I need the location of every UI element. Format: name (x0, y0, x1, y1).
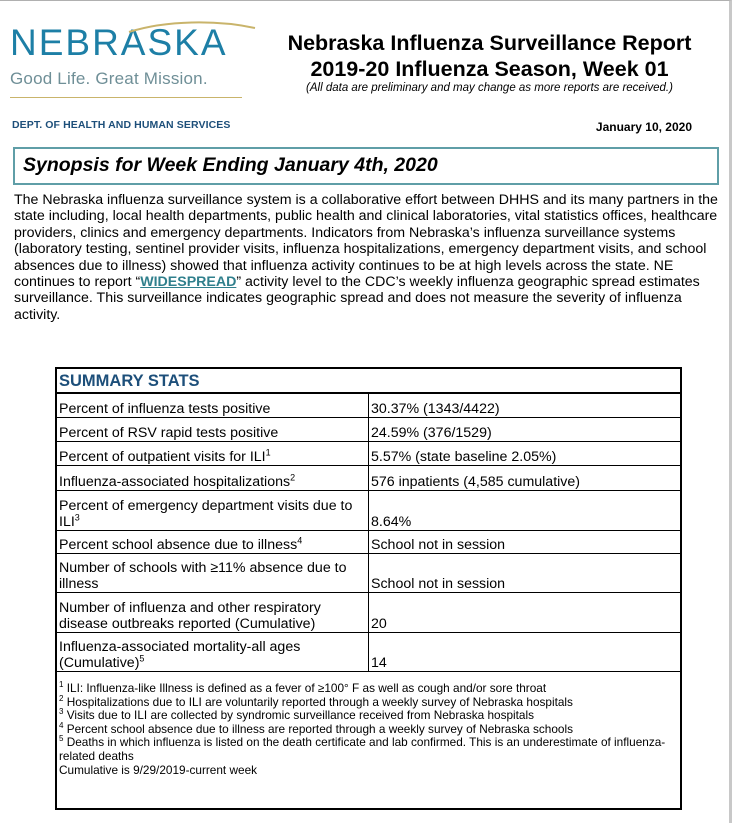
footnote-text: Percent school absence due to illness are reported through a weekly survey of Nebraska schools (63, 721, 573, 736)
footnote-text: ILI: Influenza-like Illness is defined as a fever of ≥100° F as well as cough and/or sore throat (63, 681, 547, 695)
report-title-line1: Nebraska Influenza Surveillance Report (287, 31, 692, 55)
row-label (57, 394, 369, 417)
row-value: School not in session (369, 553, 681, 592)
synopsis-text-part2: ” activity level to the CDC’s weekly influenza geographic spread estimates surveillance. This surveillance indicates geographic spread and does not measure the severity of influenza activity. (14, 274, 700, 323)
logo-wordmark-text: NEBRASKA (10, 22, 228, 63)
logo-wordmark (10, 24, 260, 61)
summary-stats-heading: SUMMARY STATS (59, 372, 200, 390)
row-label (57, 553, 369, 592)
table-row (57, 530, 680, 553)
table-row (57, 553, 680, 592)
report-title (262, 30, 717, 82)
nebraska-dhhs-logo (10, 24, 260, 98)
row-label-text: Percent school absence due to illness (59, 536, 298, 553)
footnote-text: Deaths in which influenza is listed on the death certificate and lab confirmed. This is an underestimate of influenza-related deaths (59, 735, 666, 763)
row-value: 576 inpatients (4,585 cumulative) (369, 465, 681, 490)
synopsis-heading: Synopsis for Week Ending January 4th, 2020 (23, 154, 438, 176)
report-title-line2: 2019-20 Influenza Season, Week 01 (310, 57, 669, 81)
row-label (57, 632, 369, 671)
footnote-number: 1 (59, 680, 64, 690)
footnote-ref: 4 (297, 534, 303, 545)
row-label-text: Influenza-associated mortality-all ages (Cumulative) (59, 638, 301, 671)
row-label (57, 592, 369, 632)
table-row (57, 632, 680, 671)
row-label-text: Percent of emergency department visits due to ILI (59, 497, 353, 530)
report-date: January 10, 2020 (595, 120, 692, 134)
row-value: 30.37% (1343/4422) (369, 394, 681, 417)
row-value: 20 (369, 592, 681, 632)
footnote-number: 2 (59, 693, 64, 703)
row-value: 14 (369, 632, 681, 671)
footnote (59, 682, 674, 696)
table-row (57, 490, 680, 530)
synopsis-text-part1: The Nebraska influenza surveillance system is a collaborative effort between DHHS and its many partners in the state including, local health departments, public health and clinical laboratories, vital statistics offices, healthcare providers, clinics and emergency departments. Indicators from Nebraska’s influenza surveillance systems (laboratory testing, sentinel provider visits, influenza hospitalizations, emergency department visits, and school absences due to illness) showed that influenza activity continues to be at high levels across the state. NE continues to report “ (14, 192, 718, 291)
row-label-text: Percent of influenza tests positive (59, 400, 271, 417)
row-label (57, 490, 369, 530)
summary-stats-header (57, 369, 680, 394)
row-label (57, 441, 369, 465)
footnotes (59, 682, 674, 777)
footnote-number: 4 (59, 720, 64, 730)
row-value: 8.64% (369, 490, 681, 530)
table-row (57, 441, 680, 465)
footnote (59, 709, 674, 723)
widespread-link[interactable]: WIDESPREAD (140, 274, 237, 291)
table-row (57, 465, 680, 490)
row-value: 5.57% (state baseline 2.05%) (369, 441, 681, 465)
footnote-number: 5 (59, 734, 64, 744)
row-label-text: Number of influenza and other respiratory disease outbreaks reported (Cumulative) (59, 599, 321, 632)
row-label (57, 465, 369, 490)
table-row (57, 417, 680, 441)
footnote-ref: 5 (139, 652, 145, 663)
logo-tagline: Good Life. Great Mission. (10, 69, 208, 88)
footnote-ref: 1 (265, 446, 271, 457)
row-label-text: Influenza-associated hospitalizations (59, 473, 291, 490)
footnote-cumulative (59, 764, 674, 778)
footnote-ref: 2 (290, 471, 296, 482)
synopsis-heading-box (13, 147, 719, 185)
row-label (57, 530, 369, 553)
logo-divider (10, 97, 242, 98)
footnote-text: Visits due to ILI are collected by syndromic surveillance received from Nebraska hospitals (63, 708, 535, 723)
row-label-text: Percent of RSV rapid tests positive (59, 424, 279, 441)
row-value: School not in session (369, 530, 681, 553)
footnote-number: 3 (59, 707, 64, 717)
table-row (57, 592, 680, 632)
footnote-text: Cumulative is 9/29/2019-current week (59, 762, 258, 777)
row-label-text: Percent of outpatient visits for ILI (59, 448, 266, 465)
table-row (57, 394, 680, 417)
footnote (59, 736, 674, 763)
summary-stats-table (55, 367, 682, 810)
logo-swoosh-icon (127, 20, 257, 34)
footnote-ref: 3 (74, 511, 80, 522)
row-value: 24.59% (376/1529) (369, 417, 681, 441)
department-name: DEPT. OF HEALTH AND HUMAN SERVICES (12, 119, 231, 131)
synopsis-paragraph (14, 192, 726, 323)
row-label-text: Number of schools with ≥11% absence due to illness (59, 559, 347, 592)
summary-stats-rows (57, 394, 680, 672)
row-label (57, 417, 369, 441)
footnote-text: Hospitalizations due to ILI are voluntarily reported through a weekly survey of Nebraska hospitals (63, 694, 573, 709)
preliminary-note: (All data are preliminary and may change as more reports are received.) (306, 82, 673, 94)
